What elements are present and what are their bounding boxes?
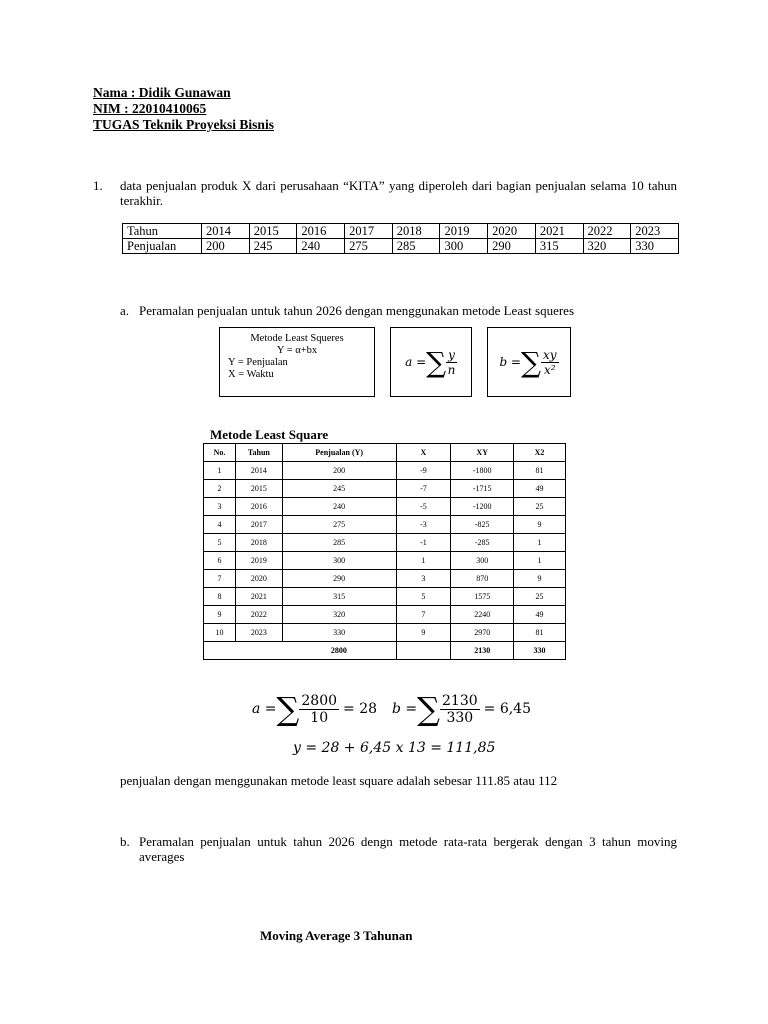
ls-cell: 2016 xyxy=(235,498,282,516)
ls-cell: 3 xyxy=(396,570,451,588)
sigma-icon: ∑ xyxy=(521,345,541,379)
moving-average-title: Moving Average 3 Tahunan xyxy=(260,928,413,943)
ls-cell: 25 xyxy=(514,498,566,516)
ls-cell: 49 xyxy=(514,606,566,624)
ls-cell: -9 xyxy=(396,462,451,480)
year-cell: 2021 xyxy=(535,224,583,239)
calc-b-fraction xyxy=(440,693,480,726)
ls-cell: 1 xyxy=(514,534,566,552)
ls-cell: 200 xyxy=(282,462,396,480)
ls-cell: 81 xyxy=(514,624,566,642)
table-row xyxy=(204,570,566,588)
ls-cell: -3 xyxy=(396,516,451,534)
year-cell: 2022 xyxy=(583,224,631,239)
ls-cell: 240 xyxy=(282,498,396,516)
year-cell: 2020 xyxy=(488,224,536,239)
ls-cell: 5 xyxy=(204,534,236,552)
formula-a-fraction xyxy=(446,348,457,377)
ls-cell: 25 xyxy=(514,588,566,606)
table-row xyxy=(204,498,566,516)
ls-header-cell: Tahun xyxy=(235,444,282,462)
formula-a-lhs: a = xyxy=(405,355,427,369)
ls-cell: 330 xyxy=(282,624,396,642)
ls-cell: 290 xyxy=(282,570,396,588)
ls-cell: -5 xyxy=(396,498,451,516)
ls-cell: -825 xyxy=(451,516,514,534)
assignment-title: TUGAS Teknik Proyeksi Bisnis xyxy=(93,117,274,132)
ls-header-row xyxy=(204,444,566,462)
least-square-table xyxy=(203,443,566,660)
ls-cell: 1 xyxy=(396,552,451,570)
ls-cell: 320 xyxy=(282,606,396,624)
ls-cell: 2970 xyxy=(451,624,514,642)
sales-cell: 290 xyxy=(488,239,536,254)
calc-a-num: 2800 xyxy=(301,692,338,709)
year-cell: 2017 xyxy=(345,224,393,239)
year-label: Tahun xyxy=(123,224,202,239)
formula-a-den: n xyxy=(447,362,456,377)
method-box xyxy=(219,327,375,397)
ls-cell: 3 xyxy=(204,498,236,516)
ls-header-cell: Penjualan (Y) xyxy=(282,444,396,462)
year-cell: 2018 xyxy=(392,224,440,239)
formula-b-lhs: b = xyxy=(499,355,521,369)
sigma-icon: ∑ xyxy=(276,690,300,728)
year-cell: 2019 xyxy=(440,224,488,239)
ls-cell: 4 xyxy=(204,516,236,534)
part-b-text: Peramalan penjualan untuk tahun 2026 dengn metode rata-rata bergerak dengan 3 tahun moving averages xyxy=(139,834,677,864)
sales-cell: 275 xyxy=(345,239,393,254)
table-row xyxy=(204,462,566,480)
table-row xyxy=(204,552,566,570)
sigma-icon: ∑ xyxy=(426,345,447,379)
ls-cell: 2015 xyxy=(235,480,282,498)
part-a-text: Peramalan penjualan untuk tahun 2026 dengan menggunakan metode Least squeres xyxy=(139,303,575,318)
method-y-def: Y = Penjualan xyxy=(228,357,288,368)
table-row xyxy=(204,480,566,498)
calc-a-result: = 28 xyxy=(343,701,378,717)
ls-cell: -285 xyxy=(451,534,514,552)
ls-cell: 245 xyxy=(282,480,396,498)
sales-label: Penjualan xyxy=(123,239,202,254)
formula-b-box xyxy=(487,327,571,397)
year-cell: 2014 xyxy=(202,224,250,239)
ls-cell: 285 xyxy=(282,534,396,552)
ls-cell: 870 xyxy=(451,570,514,588)
conclusion-text: penjualan dengan menggunakan metode least square adalah sebesar 111.85 atau 112 xyxy=(120,773,558,788)
ls-cell: -7 xyxy=(396,480,451,498)
ls-cell: 9 xyxy=(514,516,566,534)
total-x2: 330 xyxy=(514,642,566,660)
sales-cell: 315 xyxy=(535,239,583,254)
calc-b-num: 2130 xyxy=(442,692,478,709)
ls-cell: -1200 xyxy=(451,498,514,516)
ls-cell: -1800 xyxy=(451,462,514,480)
calc-b-lhs: b = xyxy=(392,701,418,717)
ls-cell: 300 xyxy=(451,552,514,570)
formula-b-den: x² xyxy=(543,362,556,377)
sales-cell: 240 xyxy=(297,239,345,254)
ls-cell: 8 xyxy=(204,588,236,606)
sales-cell: 330 xyxy=(631,239,679,254)
ls-cell: 7 xyxy=(204,570,236,588)
ls-cell: 1575 xyxy=(451,588,514,606)
calc-b-result: = 6,45 xyxy=(483,701,531,717)
ls-cell: 2019 xyxy=(235,552,282,570)
ls-cell: -1715 xyxy=(451,480,514,498)
ls-cell: 9 xyxy=(396,624,451,642)
ls-cell: 5 xyxy=(396,588,451,606)
table-row xyxy=(204,516,566,534)
student-name: Nama : Didik Gunawan xyxy=(93,85,231,100)
formula-b-fraction xyxy=(541,348,559,377)
part-b-marker: b. xyxy=(120,834,130,849)
ls-cell: 2020 xyxy=(235,570,282,588)
method-x-def: X = Waktu xyxy=(228,369,274,380)
ls-header-cell: X xyxy=(396,444,451,462)
ls-cell: 2017 xyxy=(235,516,282,534)
table-row xyxy=(204,624,566,642)
ls-cell: 10 xyxy=(204,624,236,642)
ls-cell: 2 xyxy=(204,480,236,498)
sales-cell: 320 xyxy=(583,239,631,254)
sigma-icon: ∑ xyxy=(417,690,440,728)
student-nim: NIM : 22010410065 xyxy=(93,101,207,116)
calc-a-fraction xyxy=(299,693,339,726)
ls-cell: 9 xyxy=(514,570,566,588)
ls-cell: 9 xyxy=(204,606,236,624)
sales-data-table xyxy=(122,223,679,254)
sales-cell: 200 xyxy=(202,239,250,254)
ls-cell: 2022 xyxy=(235,606,282,624)
ls-cell: 6 xyxy=(204,552,236,570)
table-row xyxy=(204,588,566,606)
ls-total-row xyxy=(204,642,566,660)
total-y: 2800 xyxy=(282,642,396,660)
sales-cell: 300 xyxy=(440,239,488,254)
ls-header-cell: XY xyxy=(451,444,514,462)
calc-y: y = 28 + 6,45 x 13 = 111,85 xyxy=(293,740,496,756)
question-text: data penjualan produk X dari perusahaan “KITA” yang diperoleh dari bagian penjualan selama 10 tahun terakhir. xyxy=(120,178,677,208)
ls-cell: 2014 xyxy=(235,462,282,480)
table-row xyxy=(204,606,566,624)
formula-a-box xyxy=(390,327,472,397)
ls-cell: 1 xyxy=(514,552,566,570)
ls-cell: 2023 xyxy=(235,624,282,642)
part-a-marker: a. xyxy=(120,303,130,318)
sales-row xyxy=(123,239,679,254)
ls-cell: 49 xyxy=(514,480,566,498)
formula-a-num: y xyxy=(448,347,455,362)
calc-a-lhs: a = xyxy=(252,701,277,717)
method-equation: Y = α+bx xyxy=(276,345,318,356)
year-cell: 2016 xyxy=(297,224,345,239)
calc-a xyxy=(252,690,377,728)
calc-a-den: 10 xyxy=(310,709,329,726)
year-cell: 2023 xyxy=(631,224,679,239)
year-row xyxy=(123,224,679,239)
method-title: Metode Least Squeres xyxy=(250,333,344,344)
ls-cell: -1 xyxy=(396,534,451,552)
calc-b xyxy=(392,690,531,728)
ls-table-title: Metode Least Square xyxy=(210,427,329,442)
total-xy: 2130 xyxy=(451,642,514,660)
sales-cell: 285 xyxy=(392,239,440,254)
ls-cell: 315 xyxy=(282,588,396,606)
ls-header-cell: No. xyxy=(204,444,236,462)
sales-cell: 245 xyxy=(249,239,297,254)
ls-cell: 300 xyxy=(282,552,396,570)
calc-b-den: 330 xyxy=(446,709,474,726)
ls-cell: 275 xyxy=(282,516,396,534)
formula-b-num: xy xyxy=(543,347,557,362)
year-cell: 2015 xyxy=(249,224,297,239)
ls-cell: 2240 xyxy=(451,606,514,624)
ls-cell: 81 xyxy=(514,462,566,480)
ls-cell: 1 xyxy=(204,462,236,480)
ls-cell: 7 xyxy=(396,606,451,624)
ls-header-cell: X2 xyxy=(514,444,566,462)
ls-cell: 2021 xyxy=(235,588,282,606)
table-row xyxy=(204,534,566,552)
question-number: 1. xyxy=(93,178,103,193)
ls-cell: 2018 xyxy=(235,534,282,552)
